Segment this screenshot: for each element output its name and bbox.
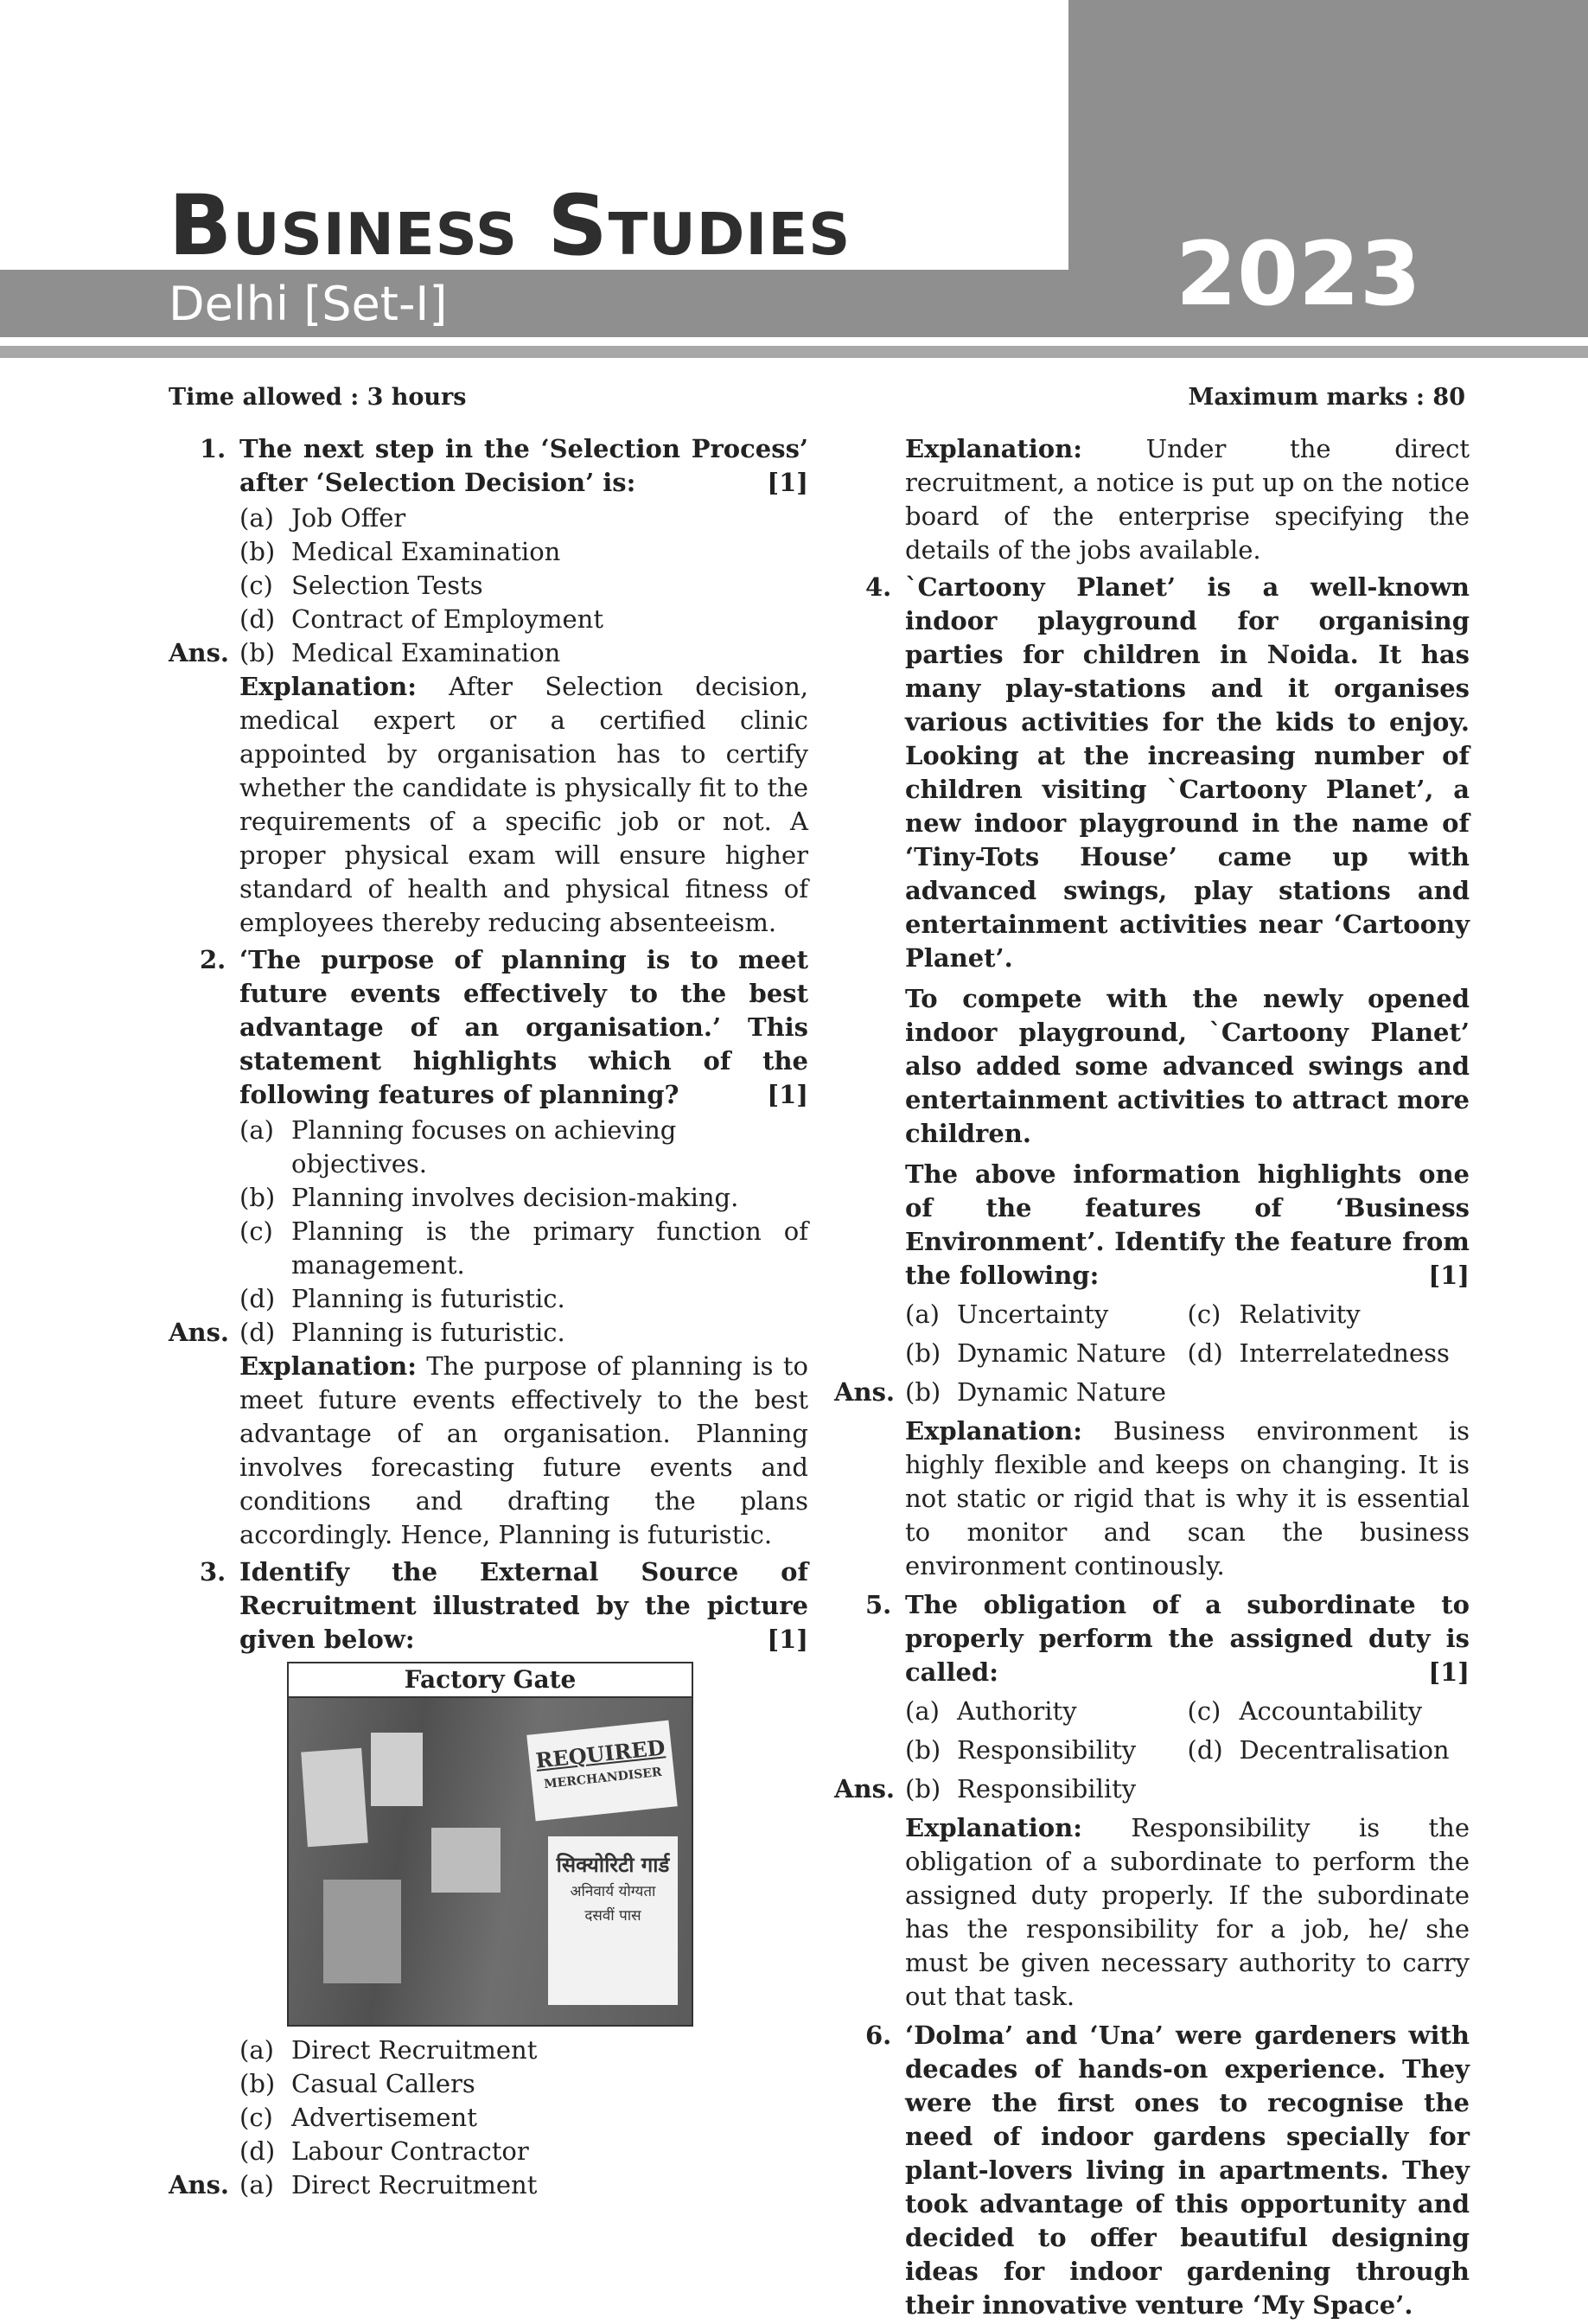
question-3 [169,1555,808,1657]
option [1188,1337,1470,1376]
option [169,535,808,569]
question-text: The obligation of a subordinate to properly perform the assigned duty is called: [905,1590,1470,1687]
option-label: (d) [239,2136,276,2166]
answer-label: Ans. [834,1774,896,1804]
explanation-label: Explanation: [905,1416,1082,1446]
question-4-paragraph [834,1158,1470,1293]
option [169,1282,808,1316]
options-grid [834,1695,1470,1772]
explanation-text: Responsibility is the obligation of a subordinate to perform the assigned duty properly. If the subordinate has the responsibility for a job, he/ she must be given necessary authority to carry out that task. [905,1813,1470,2011]
sign-hindi-line-3: दसवीं पास [584,1907,641,1925]
answer-text: Direct Recruitment [291,2170,538,2200]
question-text: `Cartoony Planet’ is a well-known indoor playground for organising parties for children in Noida. It has many play-stations and it organises various activities for the kids to enjoy. Looking at the increasing number of children visiting `Cartoony Planet’, a new indoor playground in the name of ‘Tiny-Tots House’ came up with advanced swings, play stations and entertainment activities near ‘Cartoony Planet’. [905,572,1470,973]
question-number: 6. [865,2021,892,2050]
explanation-text: After Selection decision, medical expert or a certified clinic appointed by organisation has to certify whether the candidate is physically fit to the requirements of a specific job or not. A proper physical exam will ensure higher standard of health and physical fitness of employees thereby reducing absenteeism. [239,672,809,937]
set-label: Delhi [Set-I] [169,277,448,331]
answer-text: Medical Examination [291,638,561,667]
option [169,2067,808,2101]
option-text: Planning is futuristic. [291,1284,565,1313]
explanation-label: Explanation: [905,434,1082,463]
question-6 [834,2019,1470,2322]
answer [169,1316,808,1350]
option [169,2101,808,2135]
maximum-marks: Maximum marks : 80 [1188,384,1465,411]
option-text: Authority [957,1696,1077,1726]
option-label: (b) [239,2069,276,2098]
marks: [1] [767,1080,808,1109]
explanation [834,432,1470,567]
option-label: (d) [239,604,276,634]
explanation [834,1414,1470,1583]
question-4-paragraph [834,982,1470,1151]
option-text: Responsibility [957,1735,1137,1765]
option-label: (a) [239,1115,274,1145]
option-text: Decentralisation [1239,1735,1450,1765]
security-guard-sign [548,1836,678,2005]
question-text: ‘The purpose of planning is to meet future events effectively to the best advantage of an organisation.’ This statement highlights which of the following features of planning? [239,945,808,1109]
answer-option: (b) [239,638,276,667]
explanation-label: Explanation: [239,1351,417,1381]
option-text: Labour Contractor [291,2136,529,2166]
question-4 [834,571,1470,975]
question-text: Identify the External Source of Recruitment illustrated by the picture given below: [239,1557,808,1654]
option-label: (a) [905,1696,940,1726]
explanation-text: Business environment is highly flexible and keeps on changing. It is not static or rigid that is why it is essential to monitor and scan the business environment continously. [905,1416,1470,1580]
option-text: Planning is the primary function of management. [291,1216,808,1280]
option-text: Interrelatedness [1239,1338,1450,1368]
marks: [1] [767,468,808,497]
question-number: 2. [200,945,226,974]
notice-paper [431,1828,501,1893]
option-text: Relativity [1239,1299,1361,1329]
sign-merchandiser-text: MERCHANDISER [543,1765,663,1792]
question-number: 3. [200,1557,226,1587]
option [169,1114,808,1181]
answer-option: (b) [905,1377,941,1407]
option [905,1733,1188,1772]
question-text: The above information highlights one of the features of ‘Business Environment’. Identify the feature from the following: [905,1159,1470,1290]
notice-paper [371,1733,423,1806]
answer-text: Responsibility [957,1774,1137,1804]
factory-gate-figure [287,1662,693,2027]
answer-label: Ans. [169,2170,230,2200]
option [169,1215,808,1282]
option-label: (b) [905,1735,941,1765]
option-label: (c) [239,1216,273,1246]
option-label: (c) [239,2103,273,2132]
option-text: Direct Recruitment [291,2035,538,2065]
sign-hindi-line-1: सिक्योरिटी गार्ड [556,1853,670,1877]
option-text: Dynamic Nature [957,1338,1166,1368]
option-text: Planning involves decision-making. [291,1183,739,1212]
option-label: (d) [1187,1735,1223,1765]
question-text: To compete with the newly opened indoor playground, `Cartoony Planet’ also added some advanced swings and entertainment activities to attract more children. [905,984,1470,1148]
answer-text: Dynamic Nature [957,1377,1166,1407]
question-1 [169,432,808,500]
question-number: 4. [865,572,892,602]
option-label: (c) [239,571,273,600]
factory-gate-photo [289,1698,692,2025]
option-label: (b) [239,537,276,566]
option-label: (c) [1187,1696,1221,1726]
option-text: Accountability [1239,1696,1423,1726]
option-text: Planning focuses on achieving objectives. [291,1115,677,1178]
option [169,2135,808,2168]
explanation [169,670,808,940]
option [905,1298,1188,1337]
answer-option: (b) [905,1774,941,1804]
question-number: 5. [865,1590,892,1619]
subject-title: Business Studies [169,177,851,274]
question-text: The next step in the ‘Selection Process’ after ‘Selection Decision’ is: [239,434,808,497]
marks: [1] [1428,1657,1470,1687]
option-text: Selection Tests [291,571,483,600]
option [905,1695,1188,1733]
question-number: 1. [200,434,226,463]
option-label: (d) [1187,1338,1223,1368]
figure-caption: Factory Gate [289,1663,692,1698]
option [169,603,808,636]
sign-required-text: REQUIRED [534,1734,666,1773]
answer [834,1772,1470,1811]
options-grid [834,1298,1470,1376]
answer-label: Ans. [834,1377,896,1407]
explanation-text: Under the direct recruitment, a notice is put up on the notice board of the enterprise specifying the details of the jobs available. [905,434,1470,565]
explanation-label: Explanation: [905,1813,1082,1842]
answer-label: Ans. [169,638,230,667]
option [169,501,808,535]
option-text: Contract of Employment [291,604,603,634]
answer [834,1376,1470,1414]
explanation [834,1811,1470,2014]
sign-hindi-line-2: अनिवार्य योग्यता [570,1883,656,1900]
explanation-label: Explanation: [239,672,417,701]
answer-text: Planning is futuristic. [291,1318,565,1347]
year-label: 2023 [1176,223,1421,326]
time-allowed: Time allowed : 3 hours [169,384,467,411]
header-rule [0,346,1588,358]
option-text: Uncertainty [957,1299,1109,1329]
right-column [834,432,1470,2324]
explanation-text: The purpose of planning is to meet future events effectively to the best advantage of an organisation. Planning involves forecasting future events and conditions and drafting the plans accordingly. Hence, Planning is futuristic. [239,1351,808,1549]
answer-option: (a) [239,2170,274,2200]
option [1188,1298,1470,1337]
explanation [169,1350,808,1552]
notice-paper [301,1748,368,1848]
option [905,1337,1188,1376]
answer-label: Ans. [169,1318,230,1347]
question-2 [169,943,808,1112]
option-label: (c) [1187,1299,1221,1329]
option [169,1181,808,1215]
question-5 [834,1588,1470,1689]
option [169,2034,808,2067]
left-column [169,432,808,2202]
question-text: ‘Dolma’ and ‘Una’ were gardeners with decades of hands-on experience. They were the first ones to recognise the need of indoor gardens specially for plant-lovers living in apartments. They took advantage of this opportunity and decided to offer beautiful designing ideas for indoor gardening through their innovative venture ‘My Space’. [905,2021,1470,2320]
option-text: Medical Examination [291,537,561,566]
option-label: (b) [239,1183,276,1212]
notice-paper [323,1880,401,1983]
answer-option: (d) [239,1318,276,1347]
required-sign [526,1721,678,1822]
marks: [1] [767,1625,808,1654]
option-label: (d) [239,1284,276,1313]
answer [169,2168,808,2202]
option-label: (b) [905,1338,941,1368]
option [1188,1733,1470,1772]
option-label: (a) [239,503,274,533]
option-label: (a) [905,1299,940,1329]
option [169,569,808,603]
answer [169,636,808,670]
option-text: Job Offer [291,503,406,533]
option-text: Casual Callers [291,2069,475,2098]
option-text: Advertisement [291,2103,477,2132]
option [1188,1695,1470,1733]
marks: [1] [1428,1261,1470,1290]
option-label: (a) [239,2035,274,2065]
